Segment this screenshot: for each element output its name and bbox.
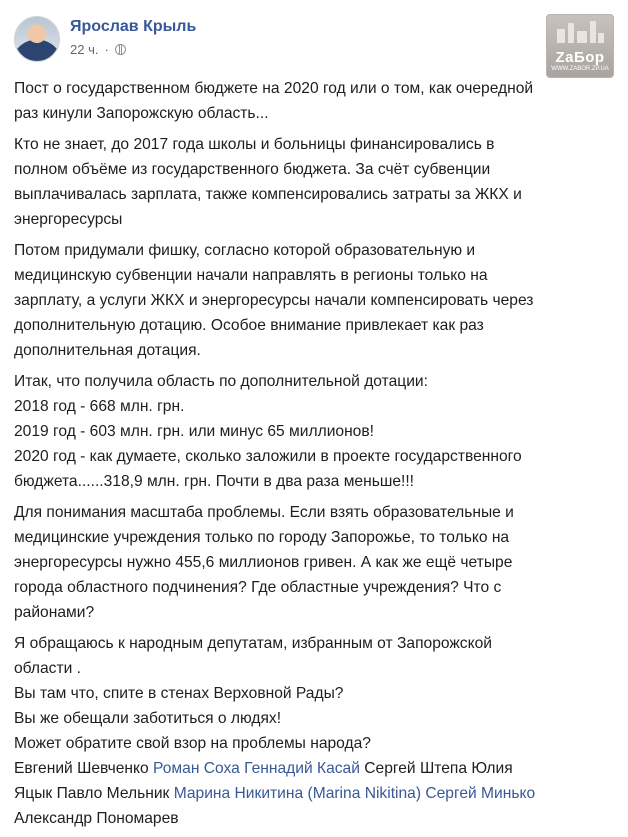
text-line: 2019 год - 603 млн. грн. или минус 65 миллионов! [14,423,374,440]
paragraph-1 [14,76,614,126]
logo-subtext: WWW.ZABOR.ZP.UA [551,66,609,72]
paragraph-3 [14,238,614,363]
text-line: Пост о государственном бюджете на 2020 год или о том, как очередной [14,80,534,97]
post-header [14,14,614,72]
tag-link-sergey-minko[interactable]: Сергей Минько [425,785,536,802]
paragraph-6 [14,631,614,831]
author-name[interactable]: Ярослав Крыль [70,18,197,35]
name-text: Евгений Шевченко [14,760,149,777]
globe-icon [115,44,126,55]
name-text: Юлия [471,760,513,777]
name-text: Сергей Штепа [364,760,467,777]
text-line: выплачивалась зарплата, также компенсировались затраты за ЖКХ и [14,186,522,203]
tag-link-gennadiy-kasai[interactable]: Геннадий Касай [244,760,360,777]
text-line: энергоресурсы нужно 455,6 миллионов гривен. А как же ещё четыре [14,554,513,571]
zabor-logo [546,14,614,78]
logo-towers-icon [555,21,605,43]
paragraph-4 [14,369,614,494]
paragraph-5 [14,500,614,625]
text-line: бюджета......318,9 млн. грн. Почти в два раза меньше!!! [14,473,415,490]
text-line: дополнительная дотация. [14,342,201,359]
names-line-3 [14,806,614,831]
text-line: области . [14,660,81,677]
text-line: Для понимания масштаба проблемы. Если взять образовательные и [14,504,514,521]
text-line: зарплату, а услуги ЖКХ и энергоресурсы начали компенсировать через [14,292,534,309]
text-line: города областного подчинения? Где областные учреждения? Что с [14,579,502,596]
text-line: дополнительную дотацию. Особое внимание привлекает как раз [14,317,484,334]
name-text: Александр Пономарев [14,810,179,827]
names-line-2 [14,781,614,806]
text-line: медицинские учреждения только по городу Запорожье, то только на [14,529,510,546]
text-line: полном объёме из государственного бюджета. За счёт субвенции [14,161,491,178]
paragraph-2 [14,132,614,232]
text-line: энергоресурсы [14,211,123,228]
tag-link-marina-nikitina[interactable]: Марина Никитина (Marina Nikitina) [173,785,422,802]
text-line: 2018 год - 668 млн. грн. [14,398,185,415]
text-line: Потом придумали фишку, согласно которой образовательную и [14,242,476,259]
name-text: Павло Мельник [56,785,170,802]
text-line: Я обращаюсь к народным депутатам, избранным от Запорожской [14,635,492,652]
text-line: Может обратите свой взор на проблемы народа? [14,735,371,752]
text-line: Вы же обещали заботиться о людях! [14,710,282,727]
logo-text: ZaБор [555,49,605,66]
text-line: Кто не знает, до 2017 года школы и больницы финансировались в [14,136,495,153]
post-body [14,76,614,837]
post-time[interactable]: 22 ч. [70,42,99,57]
text-line: районами? [14,604,95,621]
name-text: Яцык [14,785,53,802]
text-line: раз кинули Запорожскую область... [14,105,269,122]
names-line-1 [14,756,614,781]
tag-link-roman-sokha[interactable]: Роман Соха [153,760,240,777]
text-line: медицинскую субвенции начали направлять в регионы только на [14,267,488,284]
post-meta [70,42,126,57]
meta-separator: · [104,42,109,57]
text-line: 2020 год - как думаете, сколько заложили в проекте государственного [14,448,522,465]
avatar[interactable] [14,16,60,62]
text-line: Вы там что, спите в стенах Верховной Рады? [14,685,344,702]
text-line: Итак, что получила область по дополнительной дотации: [14,373,428,390]
